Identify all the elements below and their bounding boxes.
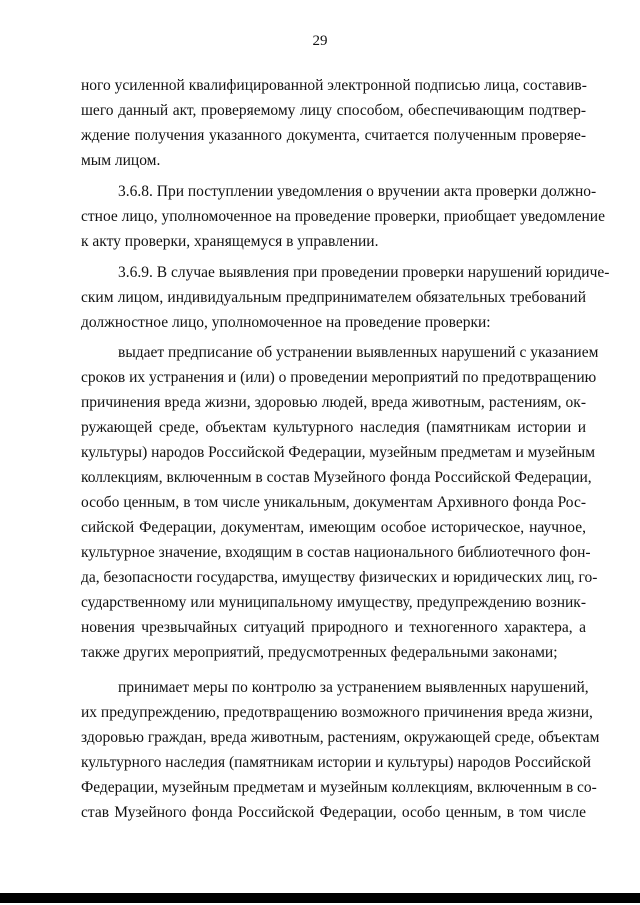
- text-line: мым лицом.: [81, 152, 161, 169]
- text-line: ного усиленной квалифицированной электронной подписью лица, составив-: [81, 77, 587, 94]
- text-line: сроков их устранения и (или) о проведении мероприятий по предотвращению: [81, 369, 597, 386]
- text-line: культурного наследия (памятникам истории и культуры) народов Российской: [81, 754, 591, 771]
- text-line: 3.6.9. В случае выявления при проведении проверки нарушений юридиче-: [118, 264, 610, 281]
- text-line: шего данный акт, проверяемому лицу способом, обеспечивающим подтвер-: [81, 102, 586, 119]
- text-line: да, безопасности государства, имуществу физических и юридических лиц, го-: [81, 569, 598, 586]
- text-line: сийской Федерации, документам, имеющим особое историческое, научное,: [81, 519, 586, 536]
- text-line: принимает меры по контролю за устранением выявленных нарушений,: [118, 679, 589, 696]
- text-line: должностное лицо, уполномоченное на проведение проверки:: [81, 314, 491, 331]
- text-line: новения чрезвычайных ситуаций природного и техногенного характера, а: [81, 619, 586, 636]
- scan-edge-bar: [0, 893, 640, 903]
- text-line: ружающей среде, объектам культурного наследия (памятникам истории и: [81, 419, 586, 436]
- page-number: 29: [312, 33, 328, 49]
- text-line: причинения вреда жизни, здоровью людей, вреда животным, растениям, ок-: [81, 394, 586, 411]
- text-line: ским лицом, индивидуальным предпринимателем обязательных требований: [81, 289, 586, 306]
- text-line: 3.6.8. При поступлении уведомления о вручении акта проверки должно-: [118, 183, 597, 200]
- text-line: Федерации, музейным предметам и музейным коллекциям, включенным в со-: [81, 779, 597, 796]
- text-line: также других мероприятий, предусмотренных федеральными законами;: [81, 644, 558, 661]
- text-line: ждение получения указанного документа, считается полученным проверяе-: [81, 127, 586, 144]
- text-line: культуры) народов Российской Федерации, музейным предметам и музейным: [81, 444, 595, 461]
- text-line: здоровью граждан, вреда животным, растениям, окружающей среде, объектам: [81, 729, 600, 746]
- text-line: сударственному или муниципальному имуществу, предупреждению возник-: [81, 594, 586, 611]
- text-line: коллекциям, включенным в состав Музейного фонда Российской Федерации,: [81, 469, 592, 486]
- text-line: особо ценным, в том числе уникальным, документам Архивного фонда Рос-: [81, 494, 586, 511]
- text-line: культурное значение, входящим в состав национального библиотечного фон-: [81, 544, 591, 561]
- text-line: став Музейного фонда Российской Федерации, особо ценным, в том числе: [81, 804, 586, 821]
- text-line: их предупреждению, предотвращению возможного причинения вреда жизни,: [81, 704, 593, 721]
- text-line: выдает предписание об устранении выявленных нарушений с указанием: [118, 344, 599, 361]
- text-line: к акту проверки, хранящемуся в управлении.: [81, 233, 379, 250]
- text-line: стное лицо, уполномоченное на проведение проверки, приобщает уведомление: [81, 208, 605, 225]
